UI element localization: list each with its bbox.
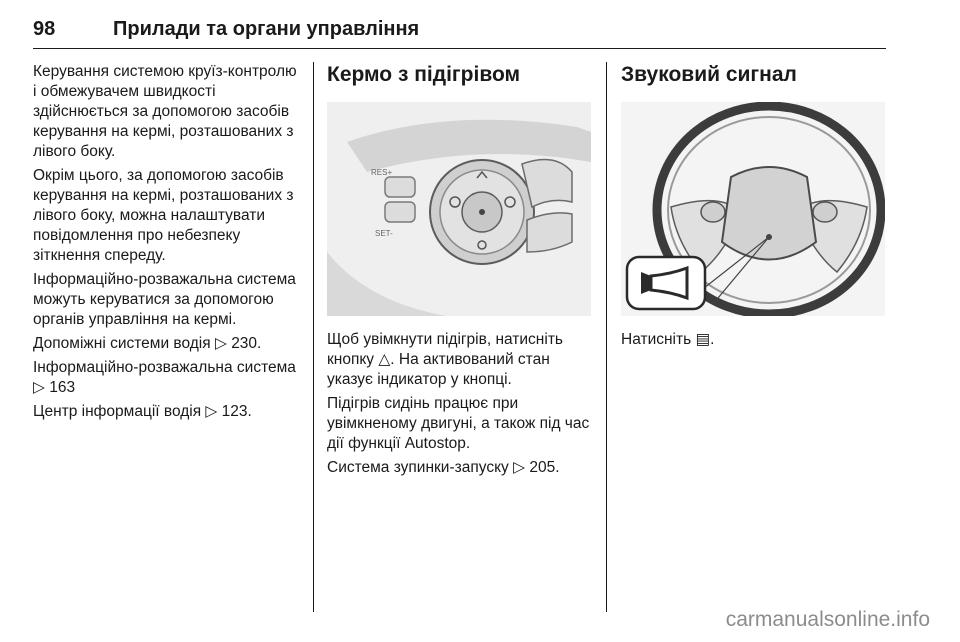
section-heading-horn: Звуковий сигнал [621,63,797,86]
instruction-text: Натисніть [621,331,692,348]
paragraph-heated-seats-autostop: Підігрів сидінь працює при увімкненому двигуні, а також під час дії функції Autostop. [327,395,590,452]
column-divider [313,62,314,612]
heated-steering-wheel-icon: △ [378,351,391,368]
paragraph-heated-wheel-activation [327,330,595,390]
reference-text: Система зупинки-запуску [327,459,509,476]
horn-icon: ▤ [695,331,711,348]
set-label: SET- [375,229,393,238]
paragraph-collision-alert: Окрім цього, за допомогою засобів керування на кермі, розташованих з лівого боку, можна налаштувати повідомлення про небезпеку зіткнення спереду. [33,167,294,264]
cross-reference-driver-info-center[interactable] [33,402,301,422]
page-number: 98 [33,18,56,40]
reference-page: 163 [49,379,76,396]
ref-arrow-icon: ▷ [513,459,526,476]
steering-wheel-controls-figure [327,102,591,316]
reference-page: 123. [221,403,252,420]
cross-reference-stop-start[interactable] [327,458,595,478]
cross-reference-driver-assistance[interactable] [33,334,301,354]
reference-page: 230. [231,335,262,352]
reference-text: Інформаційно-розважальна система [33,359,296,376]
reference-text: Допоміжні системи водія [33,335,211,352]
paragraph-horn-instruction [621,330,889,350]
column-divider [606,62,607,612]
column-middle [327,62,595,482]
cross-reference-infotainment[interactable] [33,358,301,398]
page-header [33,8,886,49]
ref-arrow-icon: ▷ [33,379,45,396]
ref-arrow-icon: ▷ [214,335,227,352]
column-left [33,62,301,426]
instruction-text-continued: . [710,331,715,348]
reference-text: Центр інформації водія [33,403,202,420]
instruction-text: Щоб увімкнути підігрів, натисніть кнопку [327,331,563,368]
paragraph-infotainment: Інформаційно-розважальна система можуть керуватися за допомогою органів управління на кермі. [33,271,296,328]
steering-wheel-controls-illustration [327,102,591,316]
reference-page: 205. [529,459,560,476]
chapter-title: Прилади та органи управління [113,18,420,40]
steering-wheel-horn-figure [621,102,885,316]
res-label: RES+ [371,168,393,177]
paragraph-cruise-control: Керування системою круїз-контролю і обмежувачем швидкості здійснюється за допомогою засобів керування на кермі, розташованих з лівого боку. [33,63,297,160]
ref-arrow-icon: ▷ [205,403,218,420]
watermark: carmanualsonline.info [725,608,930,631]
column-right [621,62,889,354]
instruction-text-continued: . На активований стан указує індикатор у кнопці. [327,351,550,388]
steering-wheel-horn-illustration [621,102,885,316]
section-heading-heated-wheel: Кермо з підігрівом [327,63,521,86]
